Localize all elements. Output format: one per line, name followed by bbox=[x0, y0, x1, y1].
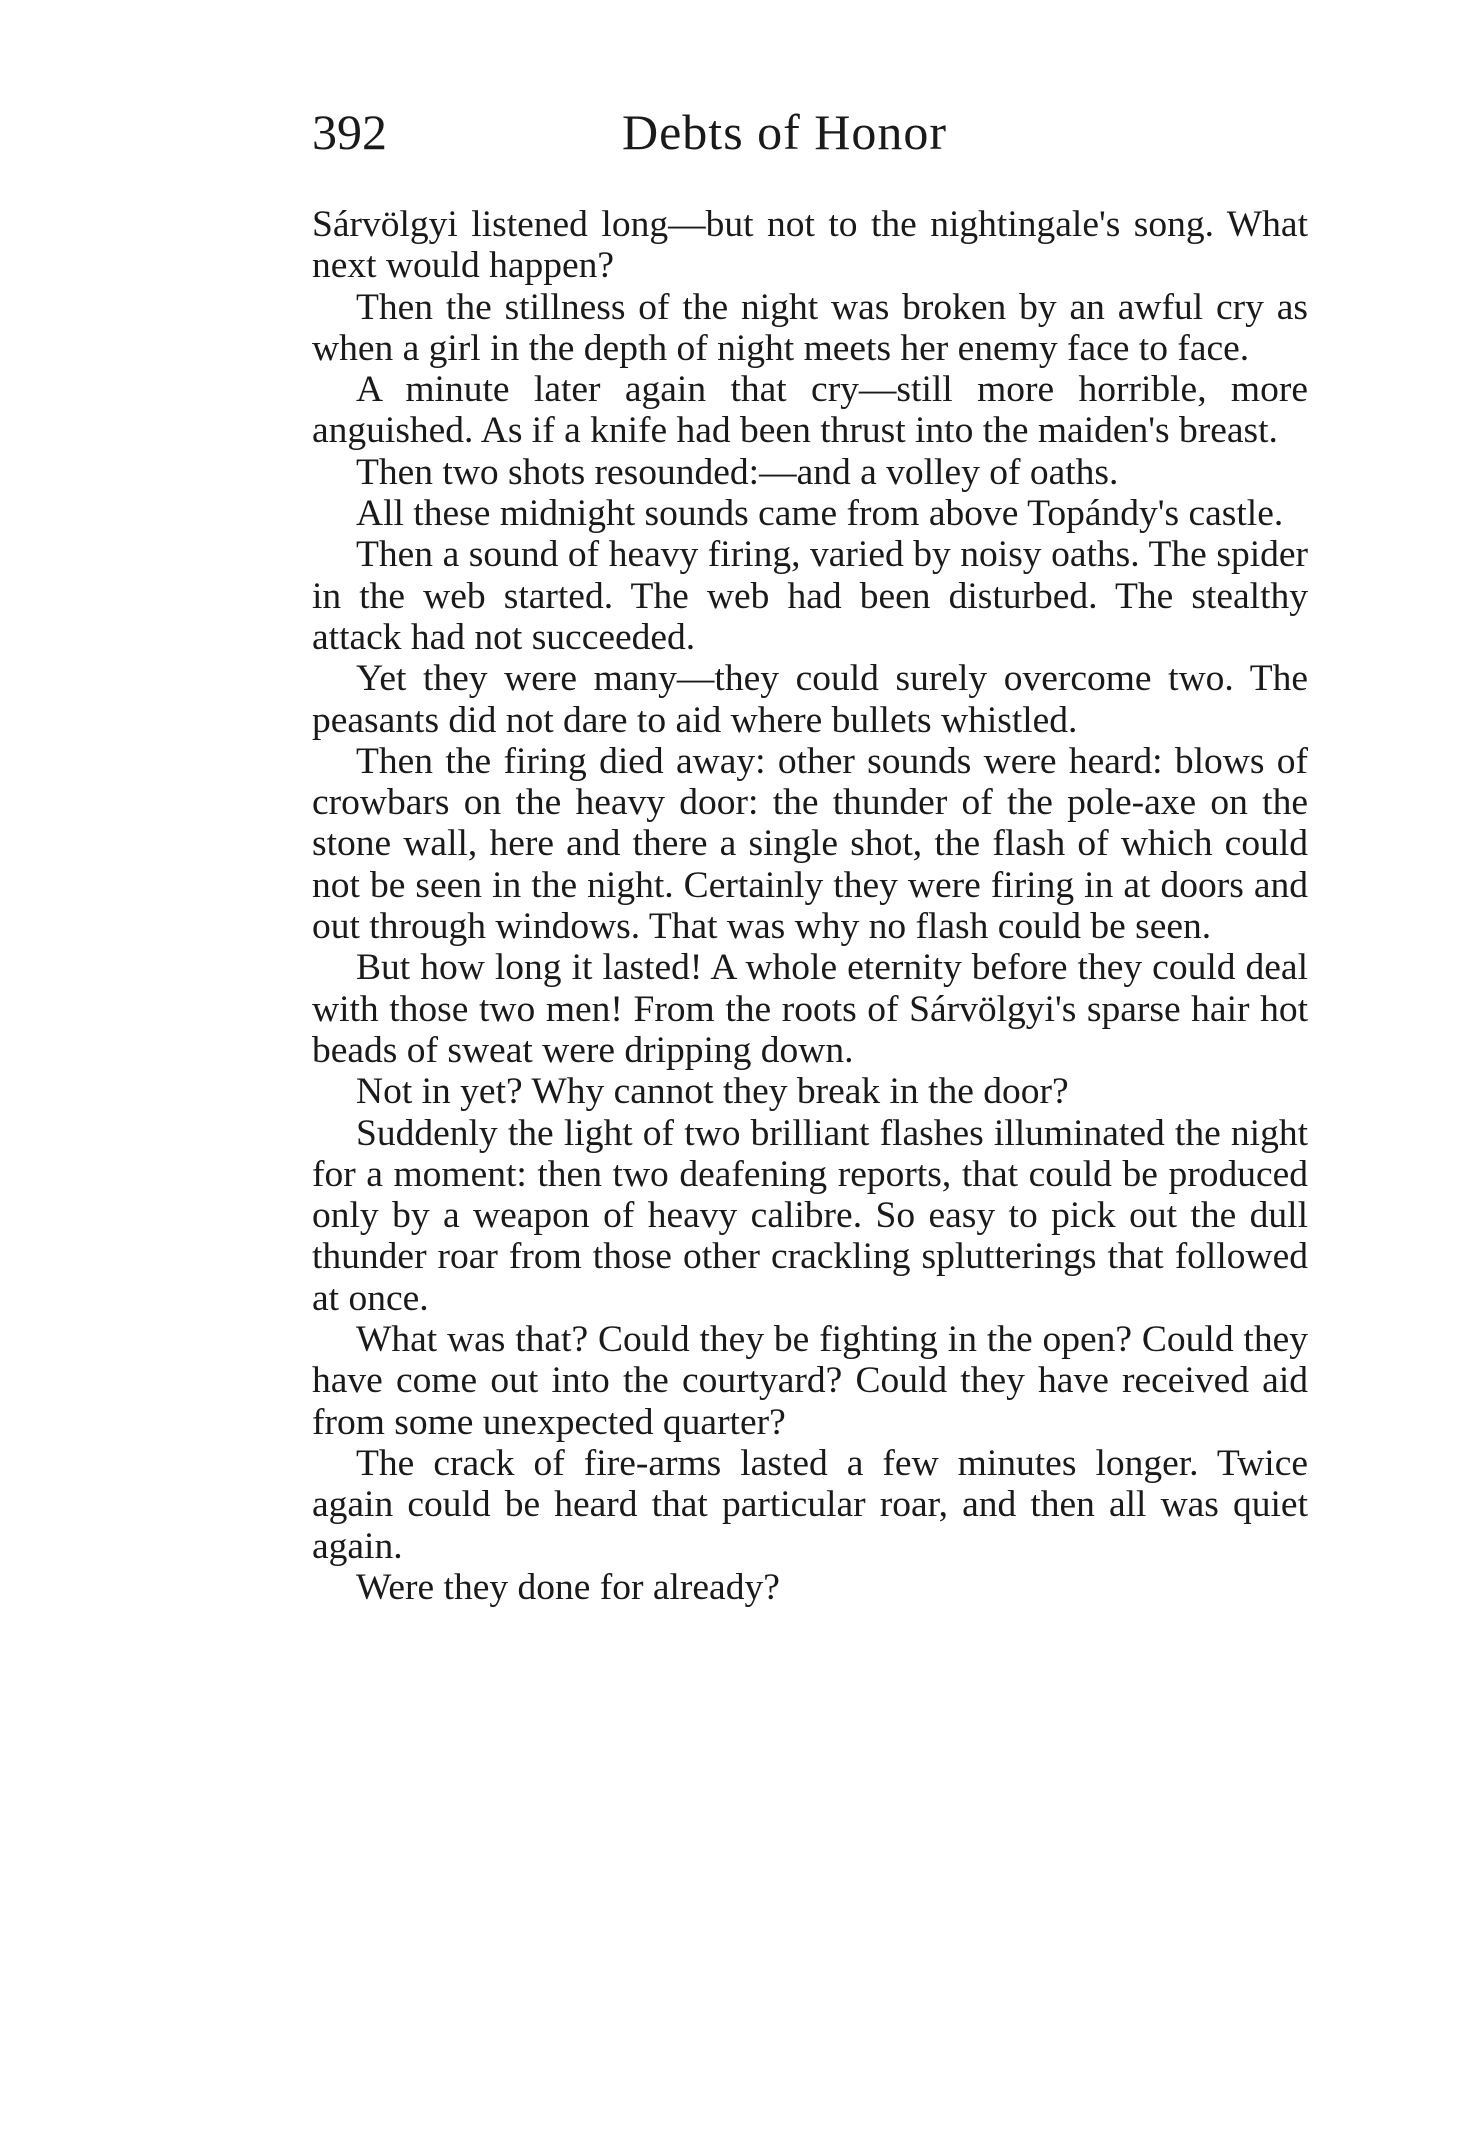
paragraph: All these midnight sounds came from above Topándy's castle. bbox=[356, 493, 1284, 535]
paragraph: Yet they were many—they could surely overcome two. The peasants did not dare to aid where bullets whistled. bbox=[312, 658, 1308, 741]
paragraph: But how long it lasted! A whole eternity before they could deal with those two men! From the roots of Sárvölgyi's sparse hair hot beads of sweat were dripping down. bbox=[312, 947, 1308, 1071]
paragraph: Then two shots resounded:—and a volley of oaths. bbox=[356, 451, 1119, 493]
paragraph: The crack of fire-arms lasted a few minutes longer. Twice again could be heard that particular roar, and then all was quiet again. bbox=[312, 1442, 1308, 1567]
paragraph: Sárvölgyi listened long—but not to the nightingale's song. What next would happen? bbox=[312, 204, 1308, 287]
paragraph: Then the firing died away: other sounds were heard: blows of crowbars on the heavy door: the thunder of the pole-axe on the stone wall, here and there a single shot, the flash of which could not be seen in the night. Certainly they were firing in at doors and out through windows. That was why no flash could be seen. bbox=[312, 740, 1308, 948]
page-header bbox=[312, 102, 1312, 162]
page-number: 392 bbox=[312, 104, 387, 160]
paragraph: Were they done for already? bbox=[356, 1566, 780, 1608]
running-title: Debts of Honor bbox=[622, 104, 948, 160]
paragraph: What was that? Could they be fighting in the open? Could they have come out into the courtyard? Could they have received aid from some unexpected quarter? bbox=[312, 1319, 1308, 1443]
paragraph: A minute later again that cry—still more horrible, more anguished. As if a knife had been thrust into the maiden's breast. bbox=[312, 369, 1308, 452]
paragraph: Then the stillness of the night was broken by an awful cry as when a girl in the depth of night meets her enemy face to face. bbox=[312, 286, 1308, 369]
paragraph: Then a sound of heavy firing, varied by noisy oaths. The spider in the web started. The web had been disturbed. The stealthy attack had not succeeded. bbox=[312, 534, 1308, 658]
paragraph: Not in yet? Why cannot they break in the door? bbox=[356, 1071, 1069, 1113]
body-text bbox=[312, 204, 1308, 1608]
paragraph: Suddenly the light of two brilliant flashes illuminated the night for a moment: then two deafening reports, that could be produced only by a weapon of heavy calibre. So easy to pick out the dull thunder roar from those other crackling splutterings that followed at once. bbox=[312, 1112, 1308, 1319]
